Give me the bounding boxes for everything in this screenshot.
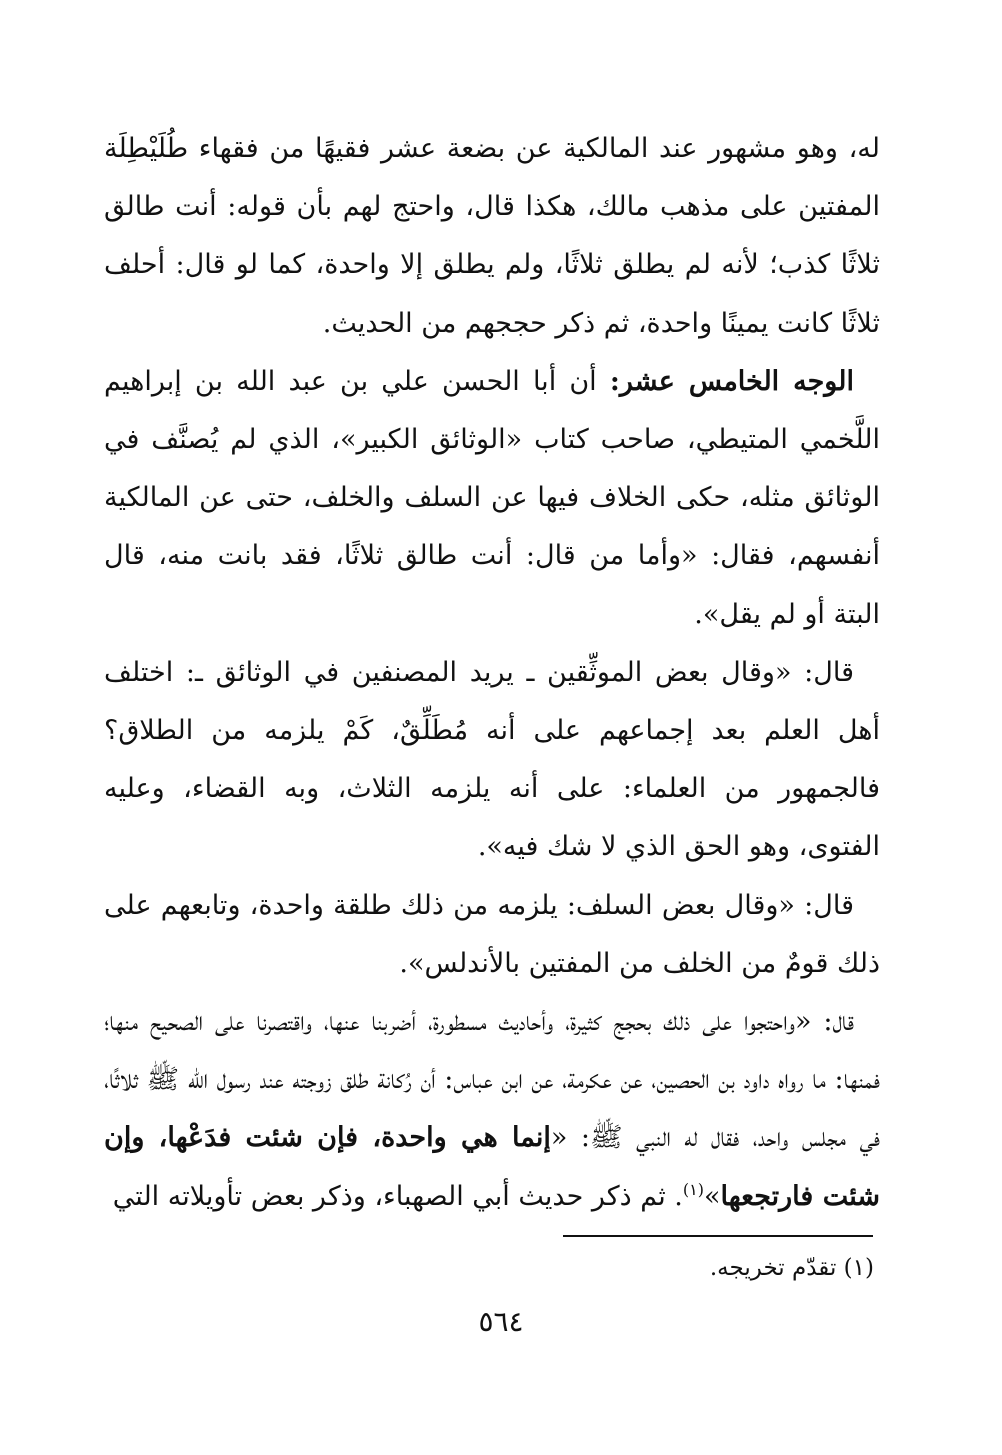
footnote: [710, 1250, 874, 1286]
paragraph-2: [104, 353, 880, 644]
text-line: . ثم ذكر حديث أبي الصهباء، وذكر بعض تأويلاته التي: [112, 1180, 683, 1212]
footnote-text: تقدّم تخريجه.: [709, 1255, 837, 1281]
hadith-quote: إنما هي واحدة، فإن شئت فدَعْها، وإن شئت فارتجعها: [104, 1122, 880, 1212]
page-body: [104, 120, 880, 1226]
text-line: لا شك فيه».: [477, 831, 617, 863]
text-line: اللَّخمي المتيطي، صاحب كتاب «الوثائق الكبير»، الذي لم يُصنَّف في: [104, 424, 880, 456]
section-heading: الوجه الخامس عشر:: [609, 365, 854, 397]
paragraph-5: [104, 993, 880, 1226]
paragraph-3: [104, 644, 880, 877]
text-line: لأنه لم يطلق ثلاثًا، ولم يطلق إلا واحدة، كما لو قال: أحلف ثلاثًا كانت: [104, 249, 880, 339]
footnote-reference[interactable]: (١): [682, 1179, 704, 1199]
text-line: أن أبا الحسن علي بن عبد الله بن إبراهيم: [104, 365, 610, 397]
quote-close: »: [703, 1180, 721, 1212]
text-line: أنفسهم، فقال: «وأما من قال: أنت طالق ثلاثًا، فقد بانت منه، قال البتة أو لم: [104, 540, 880, 630]
page-number: ٥٦٤: [478, 1305, 524, 1338]
text-line: مجلس واحد، فقال له النبي ﷺ: «: [550, 1122, 846, 1154]
text-line: على مذهب مالك، هكذا قال، واحتج لهم بأن قوله: أنت طالق ثلاثًا كذب؛: [104, 191, 881, 281]
text-line: له، وهو مشهور عند المالكية عن بضعة عشر فقيهًا من فقهاء طُلَيْطِلَة المفتين: [104, 133, 880, 223]
paragraph-1: [104, 120, 880, 353]
text-line: ذلك قومٌ من الخلف من المفتين بالأندلس».: [399, 947, 880, 979]
text-line: يقل».: [694, 598, 761, 630]
paragraph-4: [104, 877, 880, 993]
text-line: قال: «وقال بعض الموثِّقين ـ يريد المصنفين في الوثائق ـ: اختلف أهل: [104, 656, 880, 747]
text-line: عكرمة، عن ابن عباس: أن رُكانة طلق زوجته عند رسول الله ﷺ ثلاثًا، في: [104, 1064, 880, 1154]
footnote-divider: [563, 1235, 873, 1237]
text-line: الوثائق مثله، حكى الخلاف فيها عن السلف والخلف، حتى عن المالكية: [104, 482, 880, 514]
text-line: العلماء: على أنه يلزمه الثلاث، وبه القضاء، وعليه الفتوى، وهو الحق الذي: [104, 773, 880, 863]
text-line: عنها، واقتصرنا على الصحيح منها؛ فمنها: ما رواه داود بن الحصين، عن: [104, 1006, 880, 1096]
text-line: العلم بعد إجماعهم على أنه مُطَلِّقٌ، كَمْ يلزمه من الطلاق؟ فالجمهور من: [104, 715, 880, 805]
footnote-marker: (١): [843, 1255, 874, 1281]
text-line: يمينًا واحدة، ثم ذكر حججهم من الحديث.: [322, 307, 769, 339]
text-line: قال: «واحتجوا على ذلك بحجج كثيرة، وأحاديث مسطورة، أضربنا: [371, 1006, 854, 1038]
text-line: قال: «وقال بعض السلف: يلزمه من ذلك طلقة واحدة، وتابعهم على: [104, 889, 854, 921]
